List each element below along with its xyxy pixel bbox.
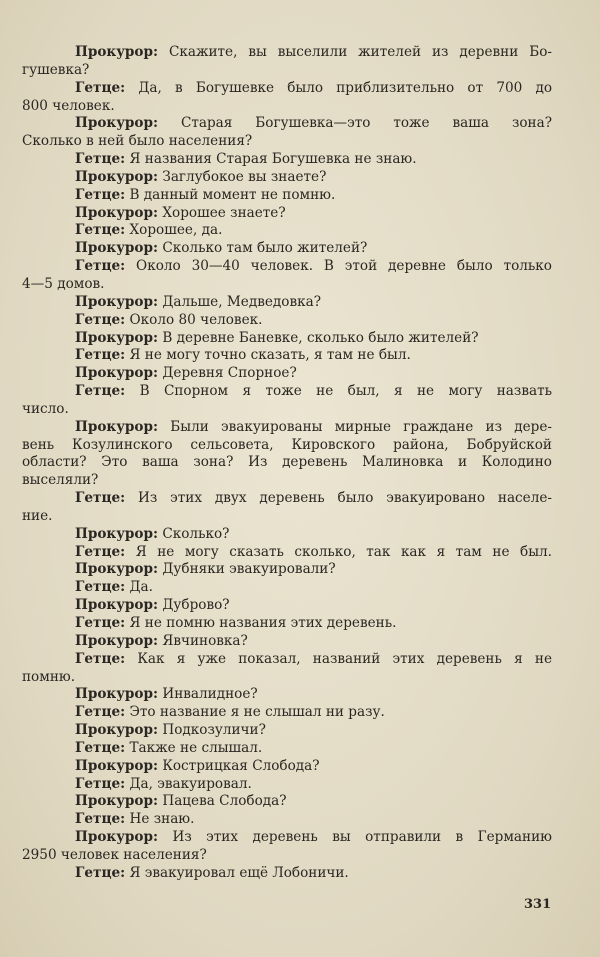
speaker-label: Прокурор: <box>75 561 159 578</box>
speaker-label: Гетце: <box>75 811 126 828</box>
transcript-line <box>22 651 552 669</box>
line-text: Около 80 человек. <box>125 311 263 328</box>
line-text: Дальше, Медведовка? <box>158 293 321 310</box>
speaker-label: Гетце: <box>75 186 126 203</box>
line-text: Я не могу сказать сколько, так как я там не был. <box>125 543 552 560</box>
transcript-line <box>22 633 552 651</box>
line-text: Я не помню названия этих деревень. <box>125 615 397 631</box>
line-text: Подкозуличи? <box>158 722 266 739</box>
line-text: Из этих двух деревень было эвакуировано населе- <box>125 490 552 507</box>
speaker-label: Гетце: <box>75 704 126 721</box>
speaker-label: Прокурор: <box>75 597 159 614</box>
transcript-line <box>22 722 552 740</box>
speaker-label: Гетце: <box>75 222 126 239</box>
line-text: Деревня Спорное? <box>158 365 297 382</box>
transcript-line <box>22 561 552 579</box>
transcript-line <box>22 222 552 240</box>
speaker-label: Гетце: <box>75 579 126 596</box>
speaker-label: Гетце: <box>75 775 126 792</box>
transcript-line <box>22 44 552 62</box>
transcript-line <box>22 704 552 722</box>
speaker-label: Гетце: <box>75 258 126 275</box>
line-text: Пацева Слобода? <box>158 793 287 810</box>
line-text: Я эвакуировал ещё Лобоничи. <box>125 864 349 881</box>
line-text: Также не слышал. <box>125 739 263 756</box>
transcript-line <box>22 115 552 133</box>
speaker-label: Прокурор: <box>75 168 159 185</box>
line-text: Я названия Старая Богушевка не знаю. <box>125 151 417 168</box>
line-text: Сколько там было жителей? <box>158 240 368 257</box>
transcript-line <box>22 597 552 615</box>
line-text: вень Козулинского сельсовета, Кировского района, Бобруйской <box>22 436 552 453</box>
line-text: ние. <box>22 507 53 524</box>
speaker-label: Гетце: <box>75 151 126 168</box>
line-text: Дуброво? <box>158 597 230 614</box>
transcript-line <box>22 454 552 472</box>
transcript-line <box>22 526 552 544</box>
line-text: Как я уже показал, названий этих деревень я не <box>125 650 552 667</box>
transcript-line <box>22 437 552 455</box>
transcript-line <box>22 472 552 490</box>
speaker-label: Прокурор: <box>75 418 159 435</box>
transcript-line <box>22 383 552 401</box>
line-text: выселяли? <box>22 472 99 489</box>
speaker-label: Прокурор: <box>75 829 159 846</box>
line-text: области? Это ваша зона? Из деревень Малиновка и Колодино <box>22 454 552 471</box>
speaker-label: Гетце: <box>75 650 126 667</box>
line-text: Не знаю. <box>125 811 195 828</box>
line-text: В деревне Баневке, сколько было жителей? <box>158 329 479 346</box>
line-text: Дубняки эвакуировали? <box>158 561 336 578</box>
transcript-line <box>22 312 552 330</box>
line-text: Явчиновка? <box>158 632 248 649</box>
transcript-line <box>22 205 552 223</box>
transcript-line <box>22 151 552 169</box>
speaker-label: Прокурор: <box>75 632 159 649</box>
transcript-line <box>22 187 552 205</box>
transcript-line <box>22 276 552 294</box>
line-text: В Спорном я тоже не был, я не могу назвать <box>125 383 552 400</box>
speaker-label: Гетце: <box>75 739 126 756</box>
speaker-label: Гетце: <box>75 615 126 631</box>
line-text: 2950 человек населения? <box>22 846 207 863</box>
line-text: В данный момент не помню. <box>125 186 336 203</box>
line-text: Старая Богушевка—это тоже ваша зона? <box>158 115 552 132</box>
line-text: Это название я не слышал ни разу. <box>125 704 385 721</box>
transcript-line <box>22 365 552 383</box>
line-text: помню. <box>22 668 76 685</box>
line-text: Из этих деревень вы отправили в Германию <box>158 829 552 846</box>
transcript-line <box>22 490 552 508</box>
speaker-label: Прокурор: <box>75 686 159 703</box>
transcript-line <box>22 347 552 365</box>
transcript-line <box>22 294 552 312</box>
speaker-label: Прокурор: <box>75 329 159 346</box>
transcript-line <box>22 330 552 348</box>
speaker-label: Гетце: <box>75 543 126 560</box>
transcript-line <box>22 544 552 562</box>
line-text: Около 30—40 человек. В этой деревне было только <box>125 258 552 275</box>
speaker-label: Прокурор: <box>75 365 159 382</box>
speaker-label: Гетце: <box>75 864 126 881</box>
line-text: число. <box>22 400 69 417</box>
transcript-line <box>22 758 552 776</box>
transcript-line <box>22 669 552 687</box>
speaker-label: Гетце: <box>75 79 126 96</box>
speaker-label: Гетце: <box>75 311 126 328</box>
transcript-line <box>22 419 552 437</box>
speaker-label: Прокурор: <box>75 293 159 310</box>
line-text: Инвалидное? <box>158 686 258 703</box>
transcript-line <box>22 401 552 419</box>
transcript-line <box>22 133 552 151</box>
speaker-label: Прокурор: <box>75 525 159 542</box>
transcript-line <box>22 80 552 98</box>
speaker-label: Прокурор: <box>75 204 159 221</box>
transcript-line <box>22 776 552 794</box>
line-text: Хорошее знаете? <box>158 204 286 221</box>
transcript-line <box>22 740 552 758</box>
page-number: 331 <box>524 897 552 912</box>
transcript-line <box>22 686 552 704</box>
line-text: 4—5 домов. <box>22 275 105 292</box>
line-text: Кострицкая Слобода? <box>158 757 320 774</box>
speaker-label: Прокурор: <box>75 793 159 810</box>
transcript-line <box>22 793 552 811</box>
line-text: гушевка? <box>22 61 90 78</box>
speaker-label: Прокурор: <box>75 115 159 132</box>
line-text: Да, эвакуировал. <box>125 775 252 792</box>
document-body <box>22 44 552 883</box>
line-text: Сколько в ней было населения? <box>22 133 253 150</box>
transcript-line <box>22 615 552 633</box>
speaker-label: Гетце: <box>75 347 126 364</box>
transcript-line <box>22 62 552 80</box>
transcript-line <box>22 98 552 116</box>
line-text: Скажите, вы выселили жителей из деревни Бо- <box>158 44 552 60</box>
transcript-line <box>22 579 552 597</box>
transcript-line <box>22 811 552 829</box>
line-text: Были эвакуированы мирные граждане из дере- <box>158 418 552 435</box>
transcript-line <box>22 865 552 883</box>
line-text: Я не могу точно сказать, я там не был. <box>125 347 411 364</box>
speaker-label: Прокурор: <box>75 44 159 60</box>
transcript-line <box>22 829 552 847</box>
transcript-line <box>22 258 552 276</box>
transcript-line <box>22 508 552 526</box>
transcript-line <box>22 847 552 865</box>
speaker-label: Прокурор: <box>75 240 159 257</box>
speaker-label: Прокурор: <box>75 757 159 774</box>
line-text: 800 человек. <box>22 97 115 114</box>
line-text: Да, в Богушевке было приблизительно от 700 до <box>125 79 552 96</box>
transcript-line <box>22 240 552 258</box>
speaker-label: Гетце: <box>75 490 126 507</box>
speaker-label: Гетце: <box>75 383 126 400</box>
line-text: Хорошее, да. <box>125 222 223 239</box>
line-text: Заглубокое вы знаете? <box>158 168 327 185</box>
speaker-label: Прокурор: <box>75 722 159 739</box>
transcript-line <box>22 169 552 187</box>
line-text: Да. <box>125 579 153 596</box>
line-text: Сколько? <box>158 525 230 542</box>
